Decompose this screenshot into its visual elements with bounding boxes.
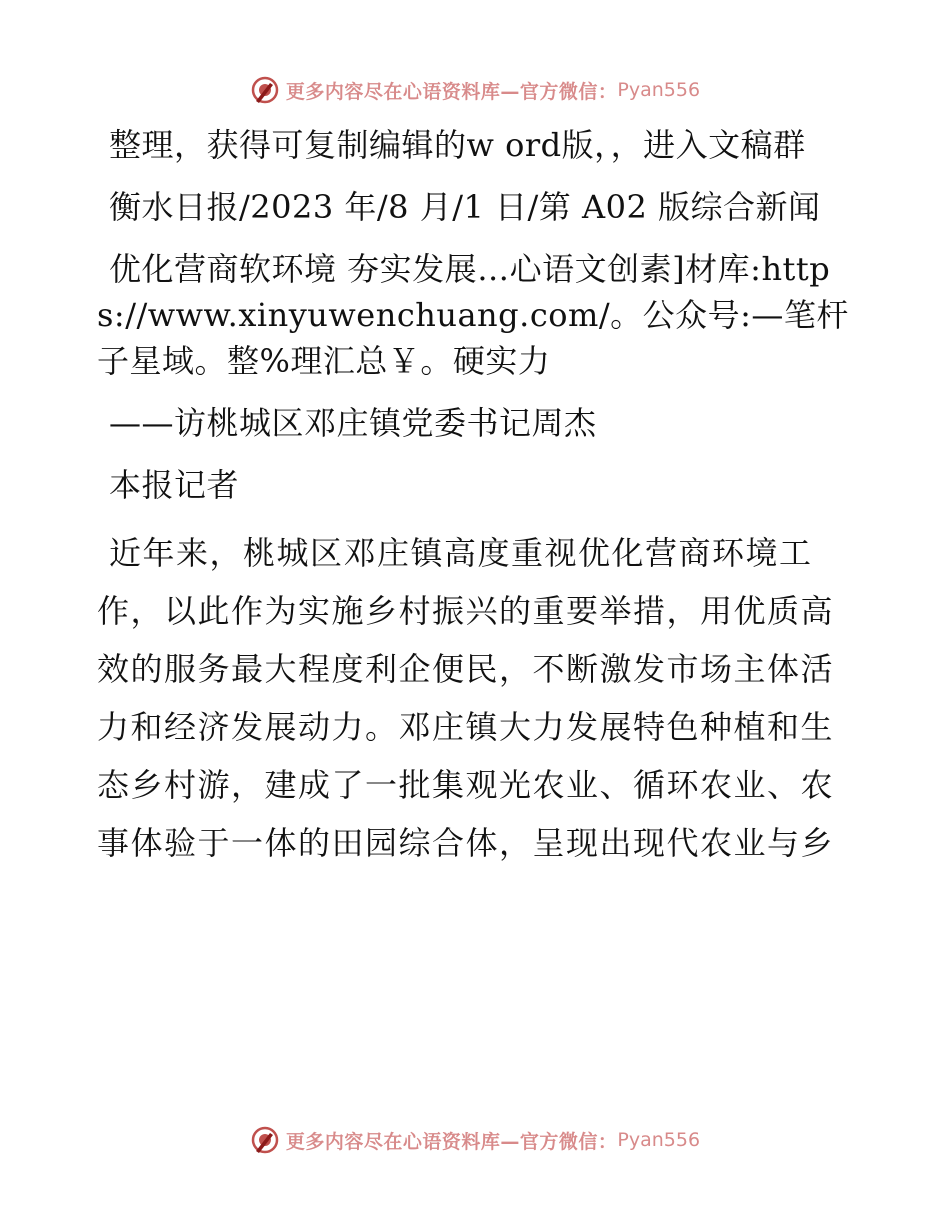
banner-wechat-id: Pyan556: [617, 79, 701, 101]
banner-wechat-id: Pyan556: [617, 1129, 701, 1151]
document-body: [97, 122, 852, 888]
source-line: 衡水日报/2023 年/8 月/1 日/第 A02 版综合新闻: [109, 188, 821, 226]
article-subtitle: ——访桃城区邓庄镇党委书记周杰: [109, 404, 597, 442]
banner-text: 更多内容尽在心语资料库—官方微信：: [285, 80, 618, 103]
header-watermark-banner: [0, 70, 950, 110]
banner-text: 更多内容尽在心语资料库—官方微信：: [285, 1130, 618, 1153]
pen-logo-icon: [250, 1125, 280, 1155]
byline: 本报记者: [109, 466, 240, 504]
footer-watermark-banner: [0, 1120, 950, 1160]
article-title: 优化营商软环境 夯实发展…心语文创素]材库:https://www.xinyuwenchuang.com/。公众号:—笔杆子星域。整%理汇总￥。硬实力: [97, 250, 849, 380]
intro-line: 整理，获得可复制编辑的w ord版，，进入文稿群: [109, 126, 806, 164]
pen-logo-icon: [250, 75, 280, 105]
body-paragraph: 近年来，桃城区邓庄镇高度重视优化营商环境工作，以此作为实施乡村振兴的重要举措，用优质高效的服务最大程度利企便民，不断激发市场主体活力和经济发展动力。邓庄镇大力发展特色种植和生态乡村游，建成了一批集观光农业、循环农业、农事体验于一体的田园综合体，呈现出现代农业与乡: [97, 534, 835, 862]
